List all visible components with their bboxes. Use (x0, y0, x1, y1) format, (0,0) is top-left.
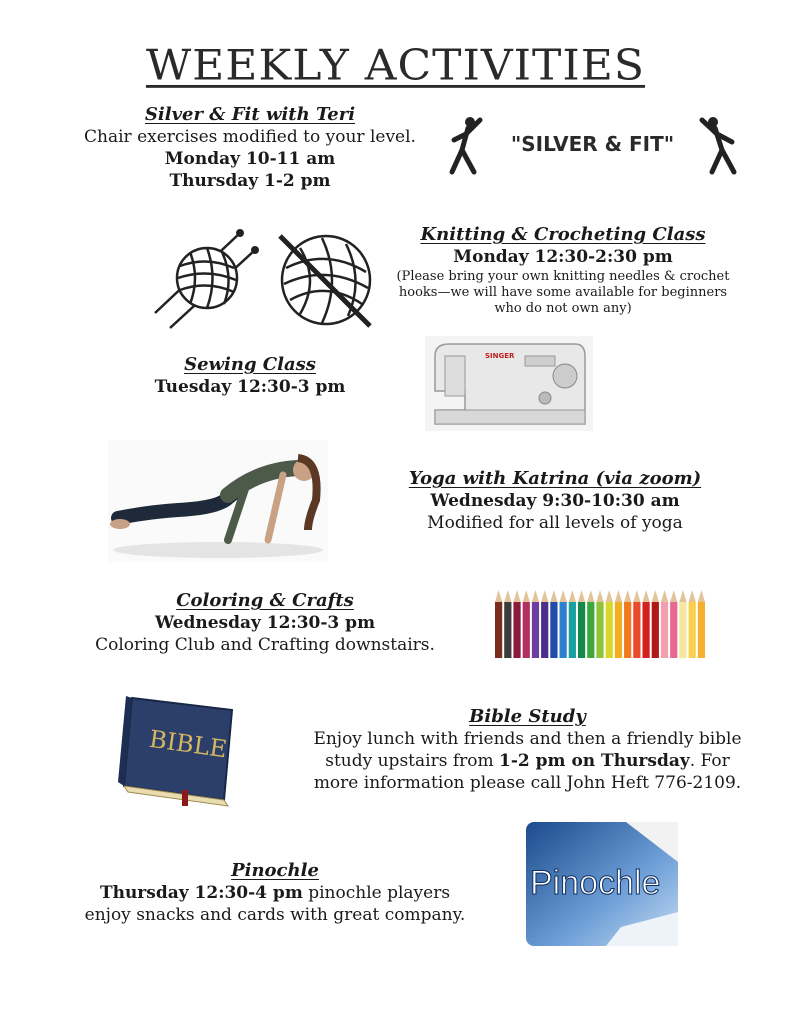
pinochle-cards-logo (526, 822, 678, 946)
pencil-body (596, 602, 603, 658)
pencil-body (523, 602, 530, 658)
pencil-body (541, 602, 548, 658)
yoga-section (375, 468, 735, 533)
coloring-time: Wednesday 12:30-3 pm (154, 613, 376, 633)
bible-line-2: study upstairs from 1-2 pm on Thursday. For (325, 751, 730, 771)
yoga-pose-photo (108, 440, 328, 562)
pencil-body (652, 602, 659, 658)
sewing-time: Tuesday 12:30-3 pm (154, 377, 346, 397)
sewing-heading: Sewing Class (184, 354, 316, 375)
sewing-machine-brand: SINGER (485, 352, 515, 360)
pencil-tip (652, 590, 659, 602)
pencil-body (560, 602, 567, 658)
bible-line-1: Enjoy lunch with friends and then a friendly bible (313, 729, 742, 749)
silver-fit-time-1: Monday 10-11 am (164, 149, 336, 169)
pencil-tip (513, 590, 520, 602)
pencil-tip (606, 590, 613, 602)
coloring-section (60, 590, 470, 655)
pinochle-logo-text: Pinochle (530, 864, 661, 902)
pinochle-section (60, 860, 490, 925)
coloring-desc: Coloring Club and Crafting downstairs. (95, 635, 435, 655)
bible-heading: Bible Study (469, 706, 586, 727)
silver-fit-desc: Chair exercises modified to your level. (84, 127, 416, 147)
pencil-body (698, 602, 705, 658)
pencil-body (578, 602, 585, 658)
knitting-note-3: who do not own any) (494, 301, 632, 316)
pencil-body (642, 602, 649, 658)
pencil-body (569, 602, 576, 658)
pencil-tip (661, 590, 668, 602)
pencil-body (689, 602, 696, 658)
knitting-section (388, 224, 738, 317)
yoga-desc: Modified for all levels of yoga (427, 513, 683, 533)
silver-fit-logo-text: "SILVER & FIT" (510, 132, 675, 156)
pencil-tip (569, 590, 576, 602)
sewing-section (130, 354, 370, 397)
pencil-tip (679, 590, 686, 602)
knitting-heading: Knitting & Crocheting Class (420, 224, 706, 245)
silver-fit-section (70, 104, 430, 191)
pencil-body (606, 602, 613, 658)
knitting-time: Monday 12:30-2:30 pm (453, 247, 673, 267)
knitting-note-1: (Please bring your own knitting needles & crochet (396, 269, 730, 284)
bible-section (300, 706, 755, 793)
pencil-body (661, 602, 668, 658)
pencil-tip (504, 590, 511, 602)
bible-time: 1-2 pm on Thursday (499, 751, 690, 771)
pencil-body (504, 602, 511, 658)
pinochle-heading: Pinochle (231, 860, 319, 881)
pencil-tip (532, 590, 539, 602)
pencil-tip (633, 590, 640, 602)
pencil-body (495, 602, 502, 658)
pencil-body (624, 602, 631, 658)
pencil-tip (689, 590, 696, 602)
pencil-tip (560, 590, 567, 602)
coloring-heading: Coloring & Crafts (176, 590, 354, 611)
colored-pencils-photo (494, 588, 706, 660)
pencil-body (513, 602, 520, 658)
pinochle-line-2: enjoy snacks and cards with great company. (84, 905, 466, 925)
pencil-body (550, 602, 557, 658)
sewing-machine-icon (425, 336, 593, 431)
pencil-tip (698, 590, 705, 602)
bible-line-3: more information please call John Heft 776-2109. (313, 773, 742, 793)
pencil-body (615, 602, 622, 658)
pinochle-time: Thursday 12:30-4 pm (99, 883, 303, 903)
silver-fit-heading: Silver & Fit with Teri (144, 104, 356, 125)
pencil-body (670, 602, 677, 658)
pencil-body (679, 602, 686, 658)
pencil-tip (587, 590, 594, 602)
bible-book-icon (112, 690, 244, 808)
pencil-body (587, 602, 594, 658)
pencil-tip (642, 590, 649, 602)
page-title: WEEKLY ACTIVITIES (145, 41, 646, 90)
pencil-tip (624, 590, 631, 602)
silver-fit-time-2: Thursday 1-2 pm (169, 171, 331, 191)
silver-fit-logo (440, 110, 745, 180)
bible-book-text: BIBLE (147, 724, 229, 764)
pencil-body (532, 602, 539, 658)
pinochle-line-1: Thursday 12:30-4 pm pinochle players (99, 883, 451, 903)
yarn-ball-icon (150, 228, 375, 333)
pencil-tip (495, 590, 502, 602)
pencil-body (633, 602, 640, 658)
pencil-tip (596, 590, 603, 602)
pencil-tip (670, 590, 677, 602)
pencil-tip (615, 590, 622, 602)
pencil-tip (541, 590, 548, 602)
yoga-heading: Yoga with Katrina (via zoom) (408, 468, 702, 489)
knitting-note-2: hooks—we will have some available for beginners (398, 285, 728, 300)
pencil-tip (523, 590, 530, 602)
pencil-tip (550, 590, 557, 602)
yoga-time: Wednesday 9:30-10:30 am (430, 491, 680, 511)
pencil-tip (578, 590, 585, 602)
